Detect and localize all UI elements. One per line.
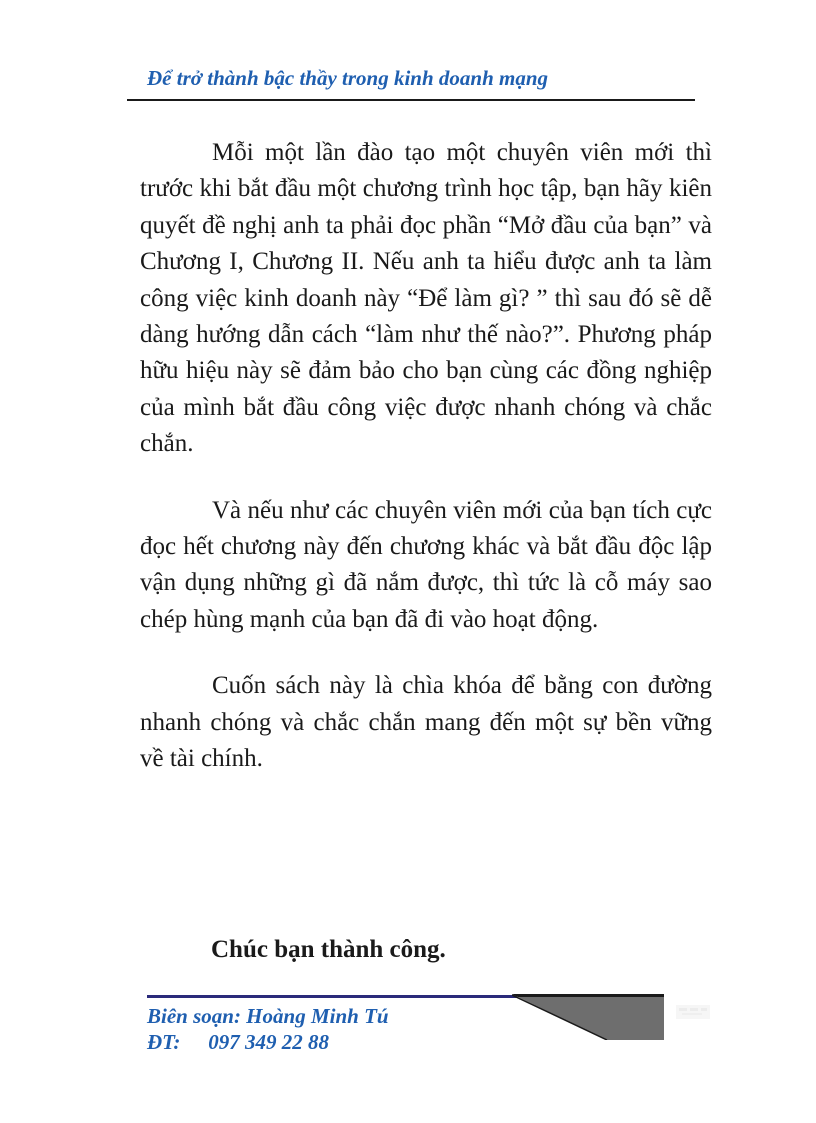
page-header-title: Để trở thành bậc thầy trong kinh doanh mạng [147,66,549,90]
paragraph-training: Mỗi một lần đào tạo một chuyên viên mới thì trước khi bắt đầu một chương trình học tập, bạn hãy kiên quyết đề nghị anh ta phải đọc phần “Mở đầu của bạn” và Chương I, Chương II. Nếu anh ta hiểu được anh ta làm công việc kinh doanh này “Để làm gì? ” thì sau đó sẽ dễ dàng hướng dẫn cách “làm như thế nào?”. Phương pháp hữu hiệu này sẽ đảm bảo cho bạn cùng các đồng nghiệp của mình bắt đầu công việc được nhanh chóng và chắc chắn. [140,139,712,458]
paragraph-specialists: Và nếu như các chuyên viên mới của bạn tích cực đọc hết chương này đến chương khác và bắt đầu độc lập vận dụng những gì đã nắm được, thì tức là cỗ máy sao chép hùng mạnh của bạn đã đi vào hoạt động. [140,496,712,633]
footer-author: Biên soạn: Hoàng Minh Tú [147,1004,389,1028]
faint-watermark-mark [676,1005,710,1019]
header-divider [127,99,695,101]
phone-label: ĐT: [147,1030,181,1054]
footer-divider [147,995,517,998]
footer-phone [147,1030,329,1055]
closing-wish: Chúc bạn thành công. [211,936,446,963]
paragraph-book-key: Cuốn sách này là chìa khóa để bằng con đường nhanh chóng và chắc chắn mang đến một sự bền vững về tài chính. [140,672,712,773]
footer-decoration-shape [512,994,664,1040]
phone-number: 097 349 22 88 [208,1030,329,1054]
body-content [140,135,712,808]
